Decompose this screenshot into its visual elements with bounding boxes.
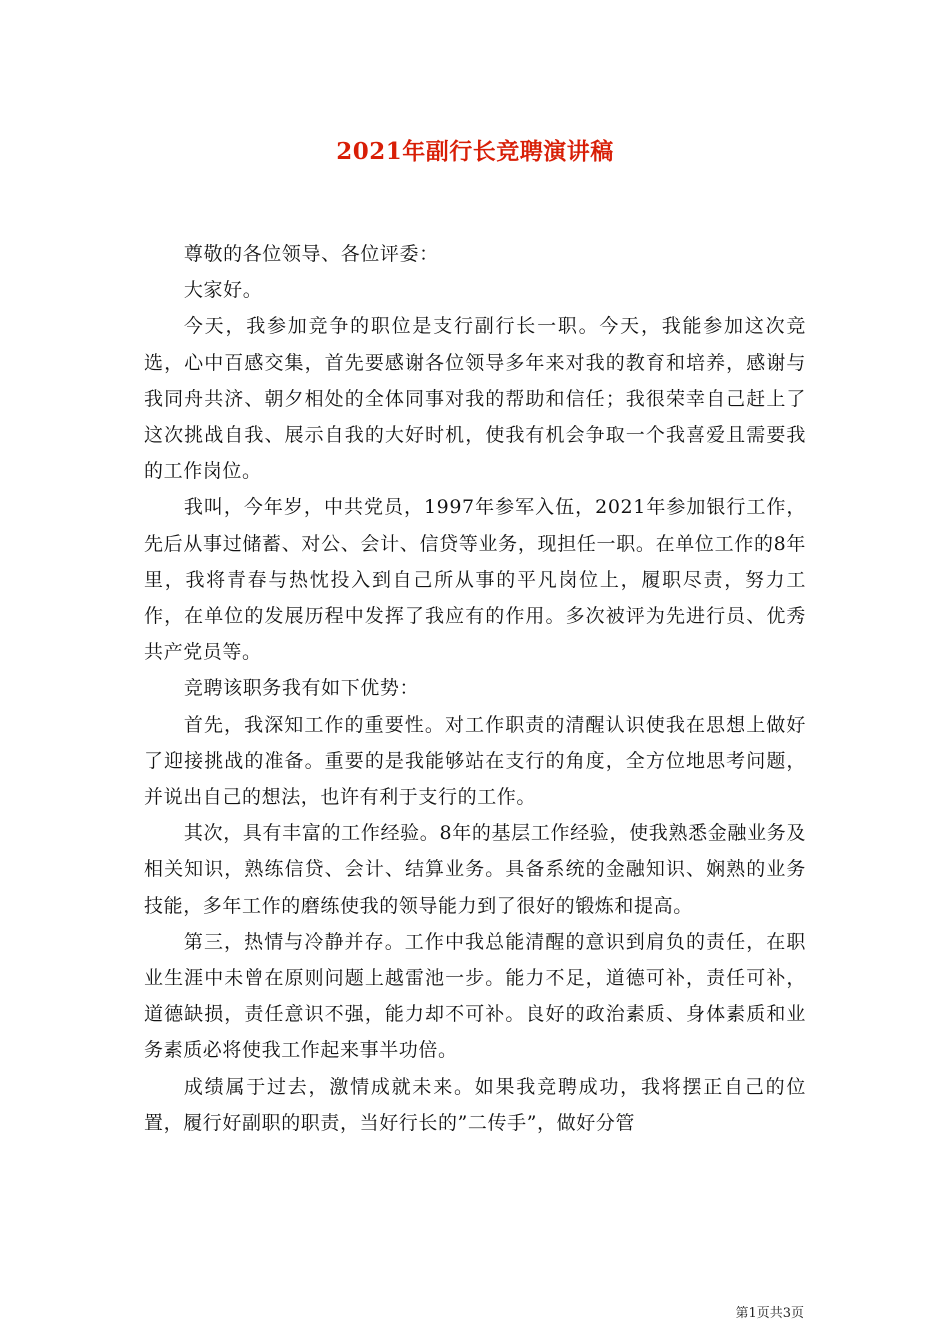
paragraph-intro: 今天，我参加竞争的职位是支行副行长一职。今天，我能参加这次竞选，心中百感交集，首先要感谢各位领导多年来对我的教育和培养，感谢与我同舟共济、朝夕相处的全体同事对我的帮助和信任；我很荣幸自己赶上了这次挑战自我、展示自我的大好时机，使我有机会争取一个我喜爱且需要我的工作岗位。	[144, 315, 806, 483]
paragraph-advantage-third: 第三，热情与冷静并存。工作中我总能清醒的意识到肩负的责任，在职业生涯中未曾在原则问题上越雷池一步。能力不足，道德可补，责任可补，道德缺损，责任意识不强，能力却不可补。良好的政治素质、身体素质和业务素质必将使我工作起来事半功倍。	[144, 930, 806, 1062]
paragraph-background: 我叫，今年岁，中共党员，1997年参军入伍，2021年参加银行工作，先后从事过储蓄、对公、会计、信贷等业务，现担任一职。在单位工作的8年里，我将青春与热忱投入到自己所从事的平凡岗位上，履职尽责，努力工作，在单位的发展历程中发挥了我应有的作用。多次被评为先进行员、优秀共产党员等。	[144, 496, 806, 664]
document-title: 2021年副行长竞聘演讲稿	[336, 138, 614, 165]
paragraph-advantages-heading: 竞聘该职务我有如下优势：	[183, 677, 420, 700]
paragraph-future: 成绩属于过去，激情成就未来。如果我竞聘成功，我将摆正自己的位置，履行好副职的职责，当好行长的”二传手”，做好分管	[144, 1075, 806, 1134]
document-body	[144, 236, 806, 1141]
paragraph-advantage-first: 首先，我深知工作的重要性。对工作职责的清醒认识使我在思想上做好了迎接挑战的准备。重要的是我能够站在支行的角度，全方位地思考问题，并说出自己的想法，也许有利于支行的工作。	[144, 713, 806, 809]
paragraph-greeting: 大家好。	[183, 279, 263, 302]
paragraph-advantage-second: 其次，具有丰富的工作经验。8年的基层工作经验，使我熟悉金融业务及相关知识，熟练信贷、会计、结算业务。具备系统的金融知识、娴熟的业务技能，多年工作的磨练使我的领导能力到了很好的锻炼和提高。	[144, 822, 806, 917]
page-number: 第1页共3页	[735, 1306, 804, 1321]
paragraph-salutation: 尊敬的各位领导、各位评委：	[183, 243, 439, 265]
